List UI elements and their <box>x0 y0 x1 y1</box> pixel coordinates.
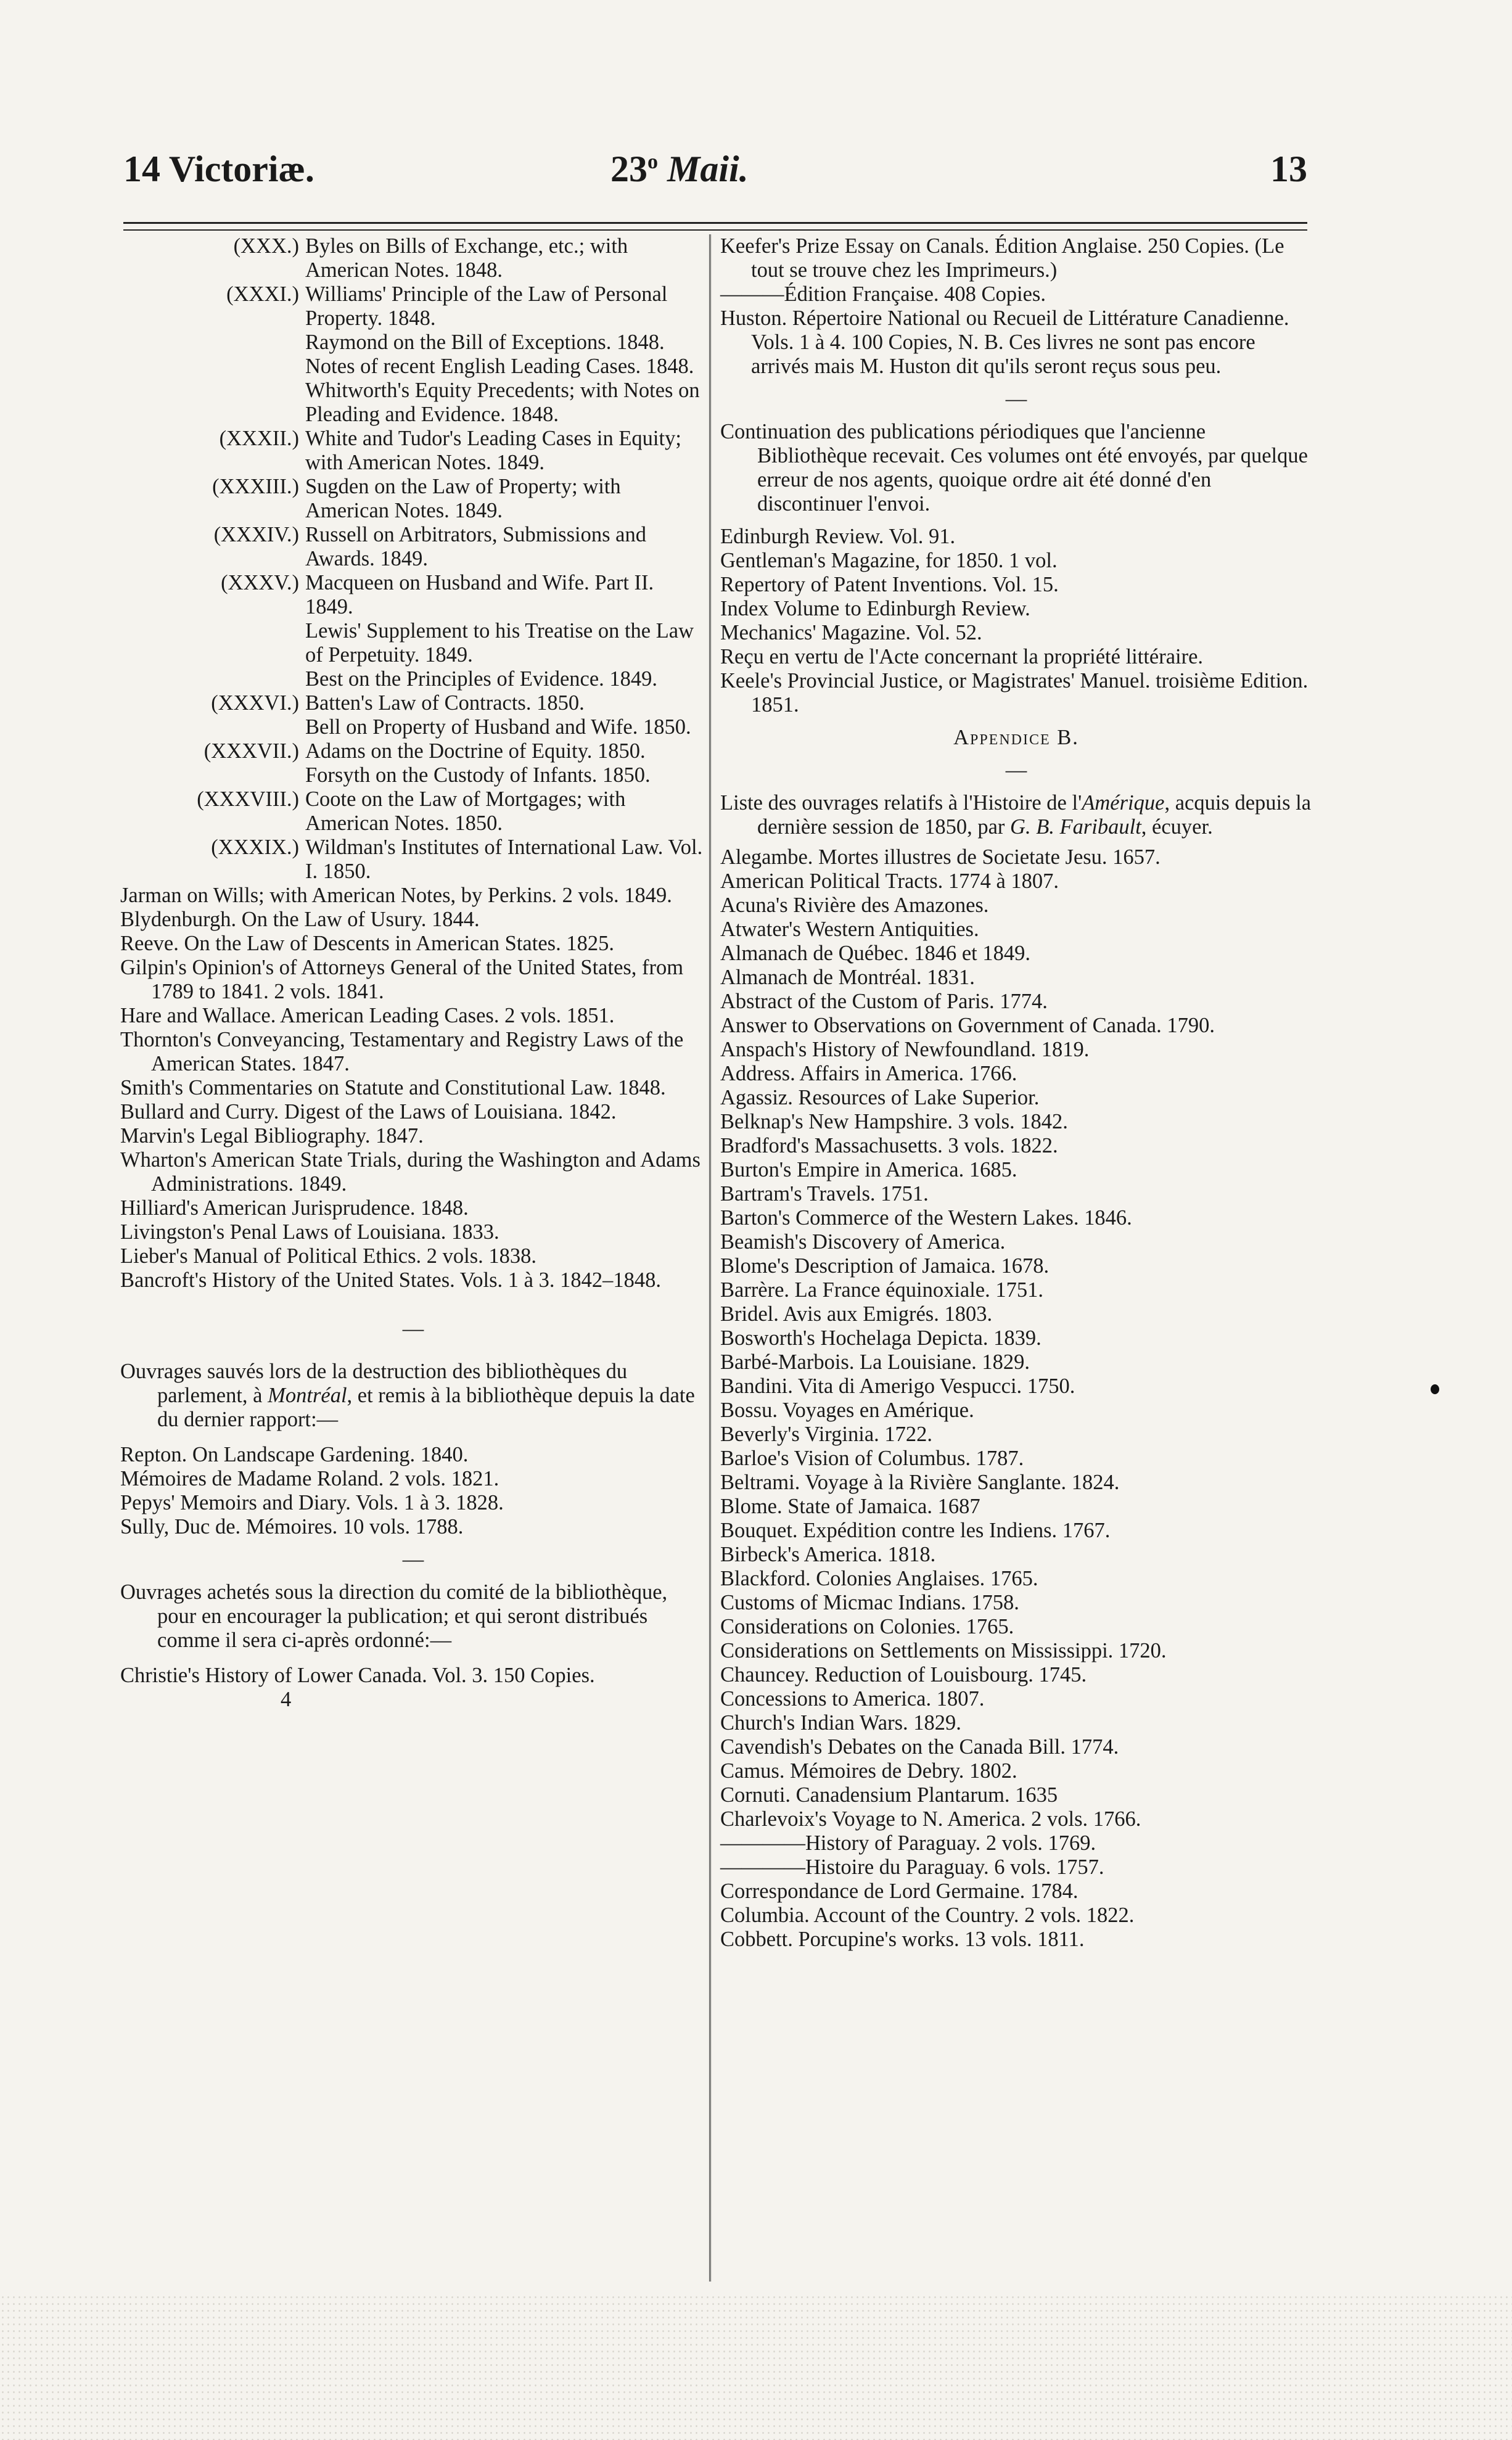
list-item: Beamish's Discovery of America. <box>720 1230 1006 1254</box>
item-number: (XXXVI.) <box>211 691 299 715</box>
list-item: Gentleman's Magazine, for 1850. 1 vol. <box>720 549 1058 572</box>
paper-noise <box>0 2294 1512 2440</box>
list-item: Alegambe. Mortes illustres de Societate Jesu. 1657. <box>720 845 1161 869</box>
saved-intro-text: Ouvrages sauvés lors de la destruction des bibliothèques du parlement, à <box>120 1360 628 1407</box>
left-column <box>120 234 706 1712</box>
item-title: Williams' Principle of the Law of Personal Property. 1848. <box>305 282 668 330</box>
list-item: Cobbett. Porcupine's works. 13 vols. 1811. <box>720 1928 1085 1951</box>
numbered-list-item <box>120 691 706 715</box>
item-title: Notes of recent English Leading Cases. 1848. <box>305 355 694 378</box>
list-item: Cornuti. Canadensium Plantarum. 1635 <box>720 1783 1058 1807</box>
header-date-sup: o <box>647 150 658 173</box>
list-item: Hilliard's American Jurisprudence. 1848. <box>120 1196 469 1220</box>
list-item: Bossu. Voyages en Amérique. <box>720 1399 974 1422</box>
numbered-list-item <box>120 739 706 763</box>
americana-intro-mid: , acquis depuis la dernière session de 1850, par <box>757 791 1312 839</box>
list-item: Bridel. Avis aux Emigrés. 1803. <box>720 1302 993 1326</box>
list-item: Atwater's Western Antiquities. <box>720 918 979 941</box>
numbered-list-item <box>120 763 706 787</box>
item-number: (XXXIV.) <box>213 523 299 546</box>
item-title: Lewis' Supplement to his Treatise on the Law of Perpetuity. 1849. <box>305 619 694 667</box>
list-item: Huston. Répertoire National ou Recueil de Littérature Canadienne. Vols. 1 à 4. 100 Copies, N. B. Ces livres ne sont pas encore arrivés mais M. Huston dit qu'ils seront reçus sous peu. <box>720 306 1289 378</box>
list-item: Index Volume to Edinburgh Review. <box>720 597 1030 620</box>
item-title: Best on the Principles of Evidence. 1849. <box>305 667 658 691</box>
item-number: (XXXVII.) <box>203 739 299 763</box>
list-item: American Political Tracts. 1774 à 1807. <box>720 869 1059 893</box>
section-dash: — <box>1005 387 1027 411</box>
list-item: Correspondance de Lord Germaine. 1784. <box>720 1879 1079 1903</box>
item-title: Bell on Property of Husband and Wife. 1850. <box>305 715 691 739</box>
list-item: Anspach's History of Newfoundland. 1819. <box>720 1038 1090 1061</box>
list-item: Address. Affairs in America. 1766. <box>720 1062 1017 1085</box>
numbered-list-item <box>120 282 706 331</box>
header-rule-thin <box>123 229 1307 231</box>
list-item: Considerations on Settlements on Mississippi. 1720. <box>720 1639 1167 1662</box>
item-title: Batten's Law of Contracts. 1850. <box>305 691 585 715</box>
list-item: Charlevoix's Voyage to N. America. 2 vols. 1766. <box>720 1807 1141 1831</box>
list-item: Keele's Provincial Justice, or Magistrates' Manuel. troisième Edition. 1851. <box>720 669 1309 717</box>
list-item: Beltrami. Voyage à la Rivière Sanglante. 1824. <box>720 1471 1120 1494</box>
item-title: Raymond on the Bill of Exceptions. 1848. <box>305 331 665 354</box>
item-title: Russell on Arbitrators, Submissions and Awards. 1849. <box>305 523 646 570</box>
header-rule <box>123 222 1307 224</box>
column-divider <box>709 234 711 2282</box>
item-title: Wildman's Institutes of International Law. Vol. I. 1850. <box>305 836 703 883</box>
americana-intro-text: Liste des ouvrages relatifs à l'Histoire de l' <box>720 791 1082 815</box>
numbered-list-item <box>120 427 706 475</box>
appendix-title: Appendice B. <box>953 726 1079 749</box>
list-item: Customs of Micmac Indians. 1758. <box>720 1591 1019 1614</box>
right-column <box>720 234 1312 1952</box>
item-title: Macqueen on Husband and Wife. Part II. 1849. <box>305 571 654 618</box>
list-item: Columbia. Account of the Country. 2 vols. 1822. <box>720 1904 1135 1927</box>
list-item: Thornton's Conveyancing, Testamentary and Registry Laws of the American States. 1847. <box>120 1028 684 1075</box>
americana-intro-end: , écuyer. <box>1141 815 1213 839</box>
law-entries <box>120 884 706 1292</box>
saved-intro-rest: , et remis à la bibliothèque depuis la date du dernier rapport:— <box>157 1384 695 1431</box>
list-item: Almanach de Québec. 1846 et 1849. <box>720 942 1030 965</box>
list-item: Blome's Description of Jamaica. 1678. <box>720 1254 1050 1278</box>
numbered-list-item <box>120 234 706 282</box>
item-number: (XXX.) <box>233 234 299 258</box>
header-date-number: 23 <box>610 149 647 189</box>
list-item: Gilpin's Opinion's of Attorneys General of the United States, from 1789 to 1841. 2 vols. 1841. <box>120 956 684 1003</box>
item-title: Coote on the Law of Mortgages; with American Notes. 1850. <box>305 787 626 835</box>
item-number: (XXXI.) <box>226 282 299 306</box>
list-item: Church's Indian Wars. 1829. <box>720 1711 961 1735</box>
list-item: Pepys' Memoirs and Diary. Vols. 1 à 3. 1828. <box>120 1491 504 1514</box>
list-item: Bouquet. Expédition contre les Indiens. 1767. <box>720 1519 1111 1542</box>
list-item: Bosworth's Hochelaga Depicta. 1839. <box>720 1326 1042 1350</box>
section-dash: — <box>402 1548 424 1571</box>
list-item: Lieber's Manual of Political Ethics. 2 vols. 1838. <box>120 1244 537 1268</box>
item-title: White and Tudor's Leading Cases in Equity; with American Notes. 1849. <box>305 427 681 474</box>
list-item: Jarman on Wills; with American Notes, by Perkins. 2 vols. 1849. <box>120 884 672 907</box>
list-item: Edinburgh Review. Vol. 91. <box>720 525 956 548</box>
list-item: Sully, Duc de. Mémoires. 10 vols. 1788. <box>120 1515 464 1538</box>
numbered-list-item <box>120 571 706 619</box>
americana-intro-author: G. B. Faribault <box>1010 815 1141 839</box>
header-date-word: Maii. <box>667 149 749 189</box>
list-item: Bartram's Travels. 1751. <box>720 1182 929 1206</box>
item-title: Adams on the Doctrine of Equity. 1850. <box>305 739 646 763</box>
list-item: Belknap's New Hampshire. 3 vols. 1842. <box>720 1110 1068 1133</box>
numbered-list-item <box>120 523 706 571</box>
list-item: Bullard and Curry. Digest of the Laws of Louisiana. 1842. <box>120 1100 617 1123</box>
list-item: Reeve. On the Law of Descents in American States. 1825. <box>120 932 614 955</box>
list-item: Bancroft's History of the United States. Vols. 1 à 3. 1842–1848. <box>120 1268 661 1292</box>
continuation-intro: Continuation des publications périodiques que l'ancienne Bibliothèque recevait. Ces volumes ont été envoyés, par quelque erreur de nos agents, quoique ordre ait été donné d'en discontinuer l'envoi. <box>720 420 1308 516</box>
item-title: Whitworth's Equity Precedents; with Notes on Pleading and Evidence. 1848. <box>305 379 700 426</box>
list-item: Keefer's Prize Essay on Canals. Édition Anglaise. 250 Copies. (Le tout se trouve chez les Imprimeurs.) <box>720 234 1284 282</box>
list-item: Agassiz. Resources of Lake Superior. <box>720 1086 1040 1109</box>
numbered-list-item <box>120 331 706 355</box>
list-item: Smith's Commentaries on Statute and Constitutional Law. 1848. <box>120 1076 666 1099</box>
item-title: Forsyth on the Custody of Infants. 1850. <box>305 763 651 787</box>
list-item: Reçu en vertu de l'Acte concernant la propriété littéraire. <box>720 645 1204 668</box>
list-item: ————History of Paraguay. 2 vols. 1769. <box>720 1831 1096 1855</box>
list-item: Beverly's Virginia. 1722. <box>720 1423 933 1446</box>
list-item: ———Édition Française. 408 Copies. <box>720 282 1046 306</box>
saved-books-list <box>120 1443 706 1539</box>
list-item: Christie's History of Lower Canada. Vol. 3. 150 Copies. <box>120 1664 595 1687</box>
list-item: Blome. State of Jamaica. 1687 <box>720 1495 980 1518</box>
page-number: 13 <box>1270 149 1307 189</box>
signature-mark: 4 <box>281 1688 292 1711</box>
list-item: Almanach de Montréal. 1831. <box>720 966 975 989</box>
americana-list <box>720 845 1312 1952</box>
item-title: Byles on Bills of Exchange, etc.; with American Notes. 1848. <box>305 234 628 282</box>
list-item: Barbé-Marbois. La Louisiane. 1829. <box>720 1350 1030 1374</box>
list-item: Barloe's Vision of Columbus. 1787. <box>720 1447 1024 1470</box>
ink-speck <box>1431 1384 1439 1394</box>
item-number: (XXXIX.) <box>211 836 299 859</box>
list-item: Considerations on Colonies. 1765. <box>720 1615 1014 1638</box>
section-dash: — <box>402 1317 424 1341</box>
list-item: Answer to Observations on Government of Canada. 1790. <box>720 1014 1215 1037</box>
numbered-list-item <box>120 667 706 691</box>
item-title: Sugden on the Law of Property; with American Notes. 1849. <box>305 475 621 522</box>
list-item: ————Histoire du Paraguay. 6 vols. 1757. <box>720 1855 1104 1879</box>
numbered-list-item <box>120 715 706 739</box>
list-item: Mechanics' Magazine. Vol. 52. <box>720 621 982 644</box>
list-item: Repton. On Landscape Gardening. 1840. <box>120 1443 469 1466</box>
header-date <box>610 148 749 191</box>
list-item: Repertory of Patent Inventions. Vol. 15. <box>720 573 1059 596</box>
list-item: Blackford. Colonies Anglaises. 1765. <box>720 1567 1038 1590</box>
list-item: Bradford's Massachusetts. 3 vols. 1822. <box>720 1134 1058 1157</box>
americana-intro <box>720 791 1312 839</box>
americana-intro-amerique: Amérique <box>1082 791 1165 815</box>
list-item: Camus. Mémoires de Debry. 1802. <box>720 1759 1017 1783</box>
numbered-list-item <box>120 355 706 379</box>
list-item: Livingston's Penal Laws of Louisiana. 1833. <box>120 1220 499 1244</box>
list-item: Marvin's Legal Bibliography. 1847. <box>120 1124 424 1148</box>
numbered-list-item <box>120 475 706 523</box>
list-item: Concessions to America. 1807. <box>720 1687 985 1711</box>
numbered-list-item <box>120 379 706 427</box>
list-item: Blydenburgh. On the Law of Usury. 1844. <box>120 908 480 931</box>
numbered-entries <box>120 234 706 884</box>
list-item: Acuna's Rivière des Amazones. <box>720 893 989 917</box>
top-entries <box>720 234 1312 379</box>
periodicals-list <box>720 525 1312 717</box>
list-item: Birbeck's America. 1818. <box>720 1543 936 1566</box>
list-item: Mémoires de Madame Roland. 2 vols. 1821. <box>120 1467 499 1490</box>
section-dash: — <box>1005 758 1027 782</box>
list-item: Barton's Commerce of the Western Lakes. 1846. <box>720 1206 1132 1230</box>
list-item: Abstract of the Custom of Paris. 1774. <box>720 990 1048 1013</box>
list-item: Chauncey. Reduction of Louisbourg. 1745. <box>720 1663 1087 1686</box>
item-number: (XXXIII.) <box>212 475 299 498</box>
saved-intro-city: Montréal <box>268 1384 347 1407</box>
list-item: Cavendish's Debates on the Canada Bill. 1774. <box>720 1735 1119 1759</box>
page-header <box>123 148 1307 203</box>
item-number: (XXXV.) <box>221 571 299 594</box>
item-number: (XXXVIII.) <box>197 787 299 811</box>
numbered-list-item <box>120 619 706 667</box>
list-item: Bandini. Vita di Amerigo Vespucci. 1750. <box>720 1374 1075 1398</box>
list-item: Wharton's American State Trials, during the Washington and Adams Administrations. 1849. <box>120 1148 701 1196</box>
numbered-list-item <box>120 836 706 884</box>
saved-books-intro <box>120 1360 706 1432</box>
list-item: Hare and Wallace. American Leading Cases. 2 vols. 1851. <box>120 1004 615 1027</box>
list-item: Barrère. La France équinoxiale. 1751. <box>720 1278 1043 1302</box>
list-item: Burton's Empire in America. 1685. <box>720 1158 1017 1181</box>
numbered-list-item <box>120 787 706 836</box>
item-number: (XXXII.) <box>219 427 299 450</box>
header-regnal-year: 14 Victoriæ. <box>123 149 314 189</box>
bought-books-intro: Ouvrages achetés sous la direction du comité de la bibliothèque, pour en encourager la publication; et qui seront distribués comme il sera ci-après ordonné:— <box>120 1580 668 1652</box>
